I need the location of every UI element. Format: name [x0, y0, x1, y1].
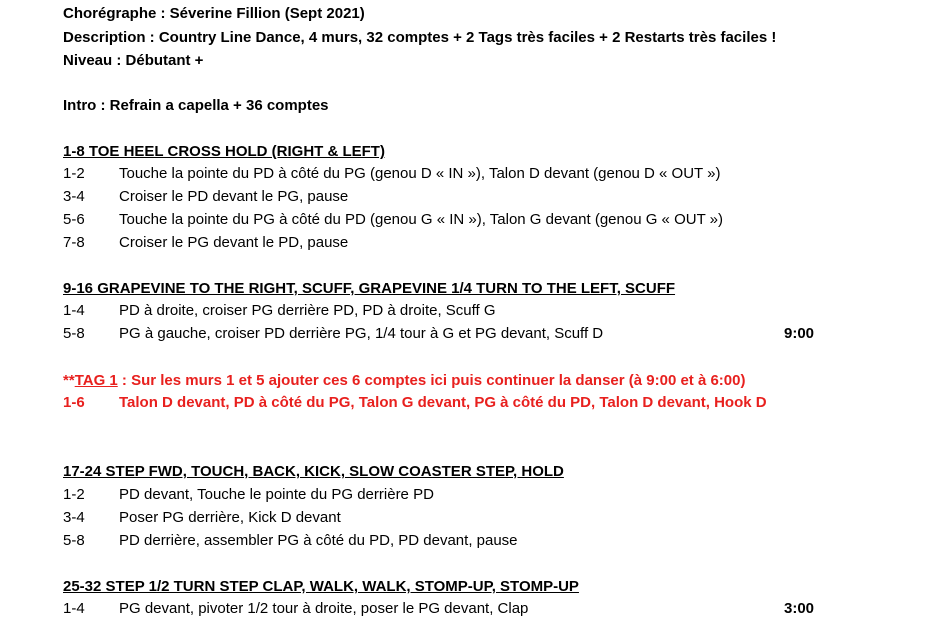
section-title: 17-24 STEP FWD, TOUCH, BACK, KICK, SLOW COASTER STEP, HOLD: [63, 463, 564, 480]
wall-time: 3:00: [784, 600, 815, 617]
step-count: 5-8: [63, 532, 85, 549]
step-count: 5-8: [63, 325, 85, 342]
step-text: Poser PG derrière, Kick D devant: [119, 509, 341, 526]
step-row: [63, 324, 603, 344]
step-count: 1-4: [63, 302, 85, 319]
tag-description: : Sur les murs 1 et 5 ajouter ces 6 comptes ici puis continuer la danser (à 9:00 et à 6:00): [117, 372, 746, 389]
step-row: [63, 164, 720, 184]
tag-line: [63, 371, 746, 391]
step-count: 1-2: [63, 165, 85, 182]
step-count: 3-4: [63, 188, 85, 205]
step-row: [63, 210, 723, 230]
step-text: Touche la pointe du PG à côté du PD (genou G « IN »), Talon G devant (genou G « OUT »): [119, 211, 723, 228]
step-text: PG devant, pivoter 1/2 tour à droite, poser le PG devant, Clap: [119, 600, 529, 617]
section-title: 9-16 GRAPEVINE TO THE RIGHT, SCUFF, GRAPEVINE 1/4 TURN TO THE LEFT, SCUFF: [63, 280, 676, 297]
wall-time: 9:00: [784, 325, 815, 342]
step-text: PD derrière, assembler PG à côté du PD, PD devant, pause: [119, 532, 518, 549]
step-text: Croiser le PD devant le PG, pause: [119, 188, 349, 205]
step-row: [63, 531, 518, 551]
step-count: 1-2: [63, 486, 85, 503]
step-text: Touche la pointe du PD à côté du PG (genou D « IN »), Talon D devant (genou D « OUT »): [119, 165, 721, 182]
step-count: 1-4: [63, 600, 85, 617]
step-text: Talon D devant, PD à côté du PG, Talon G devant, PG à côté du PD, Talon D devant, Hook D: [119, 394, 767, 411]
tag-step-row: [63, 393, 767, 413]
step-row: [63, 301, 496, 321]
step-count: 3-4: [63, 509, 85, 526]
step-text: Croiser le PG devant le PD, pause: [119, 234, 349, 251]
step-row: [63, 233, 348, 253]
intro-line: Intro : Refrain a capella + 36 comptes: [63, 97, 329, 114]
step-count: 5-6: [63, 211, 85, 228]
tag-label: TAG 1: [74, 372, 118, 389]
level-line: Niveau : Débutant +: [63, 52, 204, 69]
step-text: PD devant, Touche le pointe du PG derrière PD: [119, 486, 434, 503]
step-count: 1-6: [63, 394, 85, 411]
step-row: [63, 508, 341, 528]
step-text: PG à gauche, croiser PD derrière PG, 1/4 tour à G et PG devant, Scuff D: [119, 325, 604, 342]
tag-prefix: **: [63, 372, 75, 389]
description-line: Description : Country Line Dance, 4 murs, 32 comptes + 2 Tags très faciles + 2 Restarts très faciles !: [63, 29, 777, 46]
step-row: [63, 599, 528, 619]
choreographer-line: Chorégraphe : Séverine Fillion (Sept 2021): [63, 5, 365, 22]
step-text: PD à droite, croiser PG derrière PD, PD à droite, Scuff G: [119, 302, 496, 319]
step-row: [63, 485, 434, 505]
section-title: 25-32 STEP 1/2 TURN STEP CLAP, WALK, WALK, STOMP-UP, STOMP-UP: [63, 578, 579, 595]
section-title: 1-8 TOE HEEL CROSS HOLD (RIGHT & LEFT): [63, 143, 385, 160]
step-row: [63, 187, 348, 207]
step-count: 7-8: [63, 234, 85, 251]
